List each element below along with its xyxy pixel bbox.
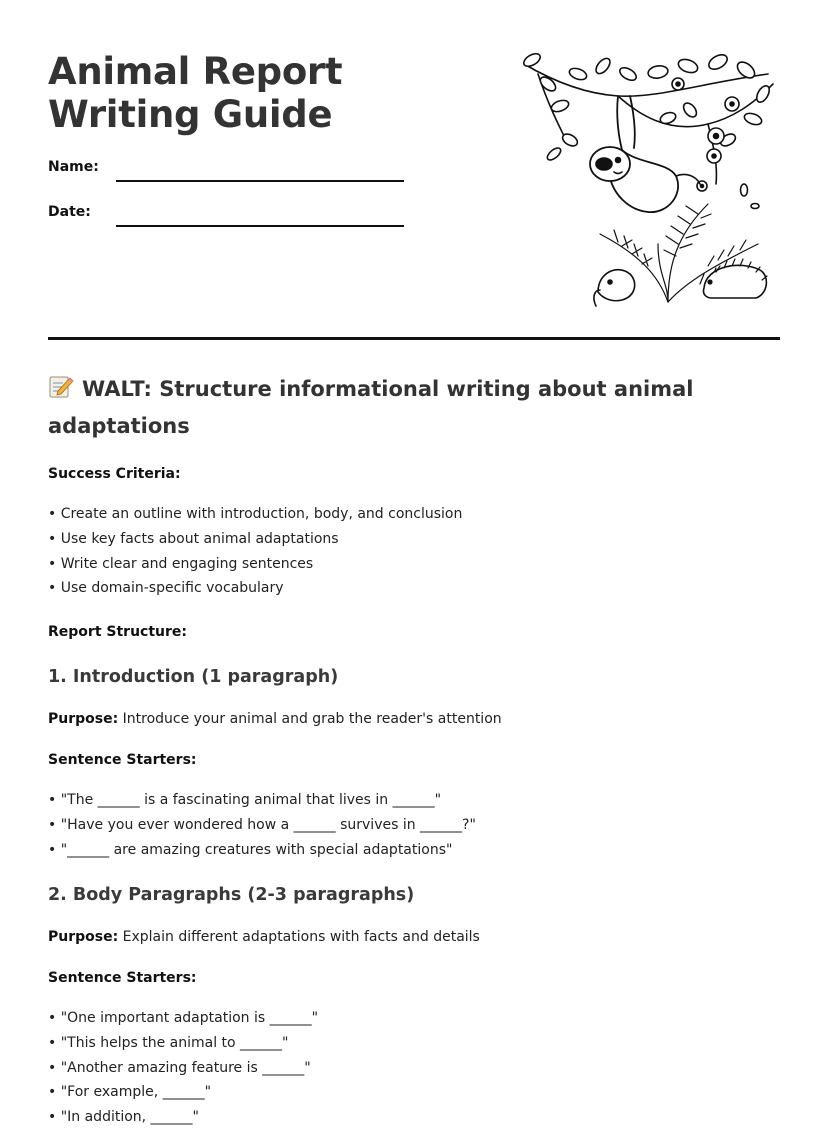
list-item: • "For example, ______": [48, 1084, 212, 1101]
list-item: • Create an outline with introduction, body, and conclusion: [48, 506, 463, 522]
success-criteria-heading: Success Criteria:: [48, 466, 181, 482]
memo-icon: [48, 374, 74, 400]
list-item: • "In addition, ______": [48, 1109, 199, 1126]
sentence-starters-heading: Sentence Starters:: [48, 752, 197, 768]
report-structure-heading: Report Structure:: [48, 624, 187, 640]
purpose-label: Purpose:: [48, 929, 119, 945]
list-item: • Write clear and engaging sentences: [48, 555, 314, 572]
introduction-starters-list: [48, 788, 476, 862]
list-item: • Use key facts about animal adaptations: [48, 530, 339, 547]
sloth-in-tree-illustration: [518, 44, 780, 308]
list-item: • "______ are amazing creatures with special adaptations": [48, 841, 453, 858]
walt-heading: [48, 371, 780, 445]
introduction-purpose: [48, 711, 502, 727]
list-item: • "Have you ever wondered how a ______ survives in ______?": [48, 816, 476, 833]
success-criteria-list: [48, 502, 462, 601]
section-heading-body: 2. Body Paragraphs (2-3 paragraphs): [48, 885, 415, 905]
list-item: • "The ______ is a fascinating animal that lives in ______": [48, 792, 442, 808]
purpose-text: Explain different adaptations with facts and details: [118, 929, 480, 945]
list-item: • "One important adaptation is ______": [48, 1010, 319, 1026]
page-title: Animal Report Writing Guide: [48, 50, 343, 136]
divider: [48, 337, 780, 340]
list-item: • "This helps the animal to ______": [48, 1034, 289, 1051]
section-heading-introduction: 1. Introduction (1 paragraph): [48, 667, 339, 687]
purpose-text: Introduce your animal and grab the reader's attention: [118, 711, 502, 727]
purpose-label: Purpose:: [48, 711, 119, 727]
name-label: Name:: [48, 159, 99, 175]
body-starters-list: [48, 1006, 318, 1130]
walt-text: WALT: Structure informational writing about animal adaptations: [48, 377, 694, 438]
date-label: Date:: [48, 204, 91, 220]
sentence-starters-heading: Sentence Starters:: [48, 970, 197, 986]
list-item: • "Another amazing feature is ______": [48, 1059, 311, 1076]
list-item: • Use domain-specific vocabulary: [48, 580, 284, 597]
name-field[interactable]: [116, 180, 404, 182]
date-field[interactable]: [116, 225, 404, 227]
body-purpose: [48, 929, 480, 945]
